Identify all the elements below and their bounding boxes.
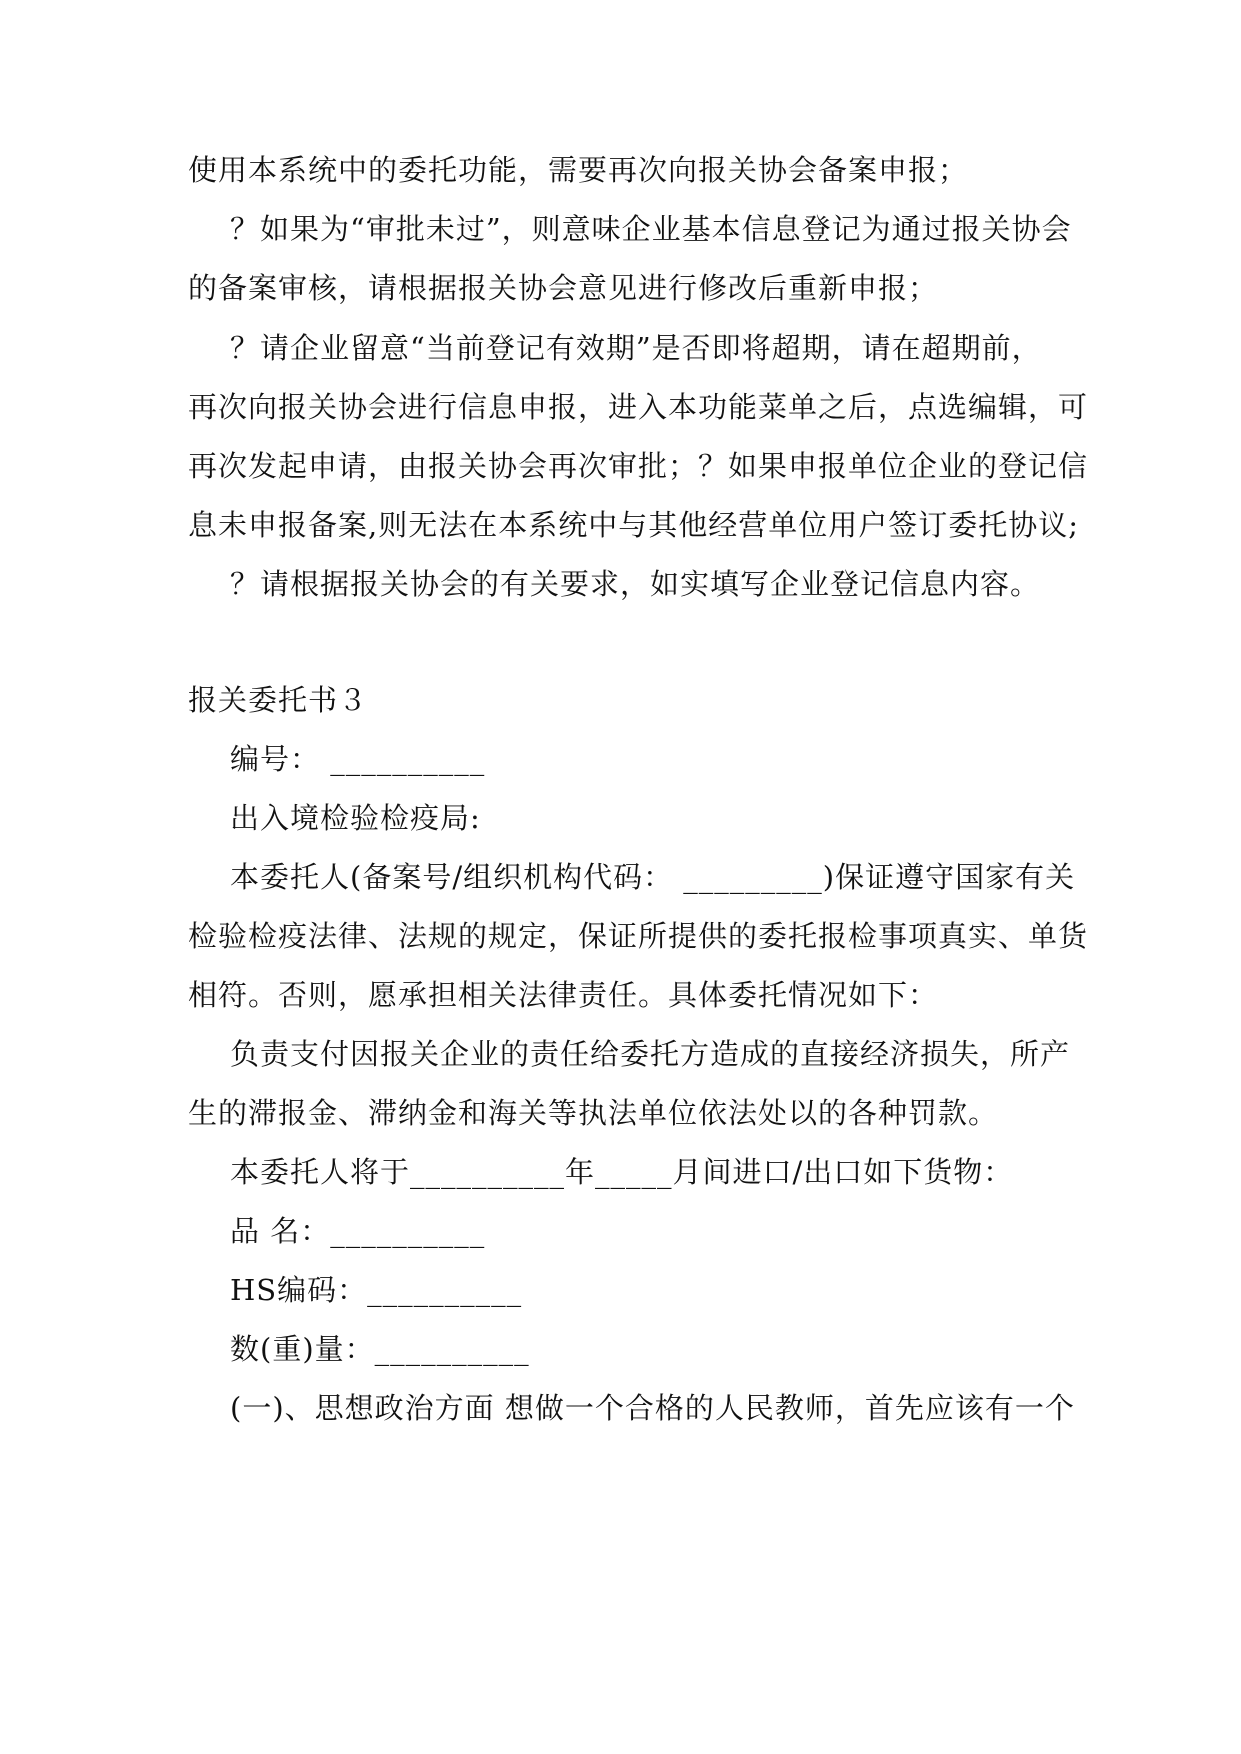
text-line-21: (一)、思想政治方面 想做一个合格的人民教师，首先应该有一个 [230,1391,1075,1425]
text-line-3: 的备案审核，请根据报关协会意见进行修改后重新申报； [188,271,939,305]
addressee: 出入境检验检疫局: [230,801,481,835]
text-line-7: 息未申报备案,则无法在本系统中与其他经营单位用户签订委托协议; [188,508,1079,542]
text-line-8: ？请根据报关协会的有关要求，如实填写企业登记信息内容。 [230,567,1041,601]
text-line-16: 生的滞报金、滞纳金和海关等执法单位依法处以的各种罚款。 [188,1096,999,1130]
number-field: 编号： __________ [230,742,486,776]
text-line-1: 使用本系统中的委托功能，需要再次向报关协会备案申报； [188,153,969,187]
text-line-15: 负责支付因报关企业的责任给委托方造成的直接经济损失，所产 [230,1037,1071,1071]
hs-code-field: HS编码：__________ [230,1273,523,1307]
text-line-6: 再次发起申请，由报关协会再次审批；？如果申报单位企业的登记信 [188,449,1089,483]
text-line-13: 检验检疫法律、法规的规定，保证所提供的委托报检事项真实、单货 [188,919,1089,953]
text-line-14: 相符。否则，愿承担相关法律责任。具体委托情况如下： [188,978,939,1012]
text-line-4: ？请企业留意“当前登记有效期”是否即将超期，请在超期前， [230,331,1042,365]
text-line-12: 本委托人(备案号/组织机构代码： _________)保证遵守国家有关 [230,860,1076,894]
text-line-17: 本委托人将于__________年_____月间进口/出口如下货物： [230,1155,1014,1189]
text-line-5: 再次向报关协会进行信息申报，进入本功能菜单之后，点选编辑，可 [188,390,1089,424]
product-name-field: 品 名：__________ [230,1214,486,1248]
text-line-2: ？如果为“审批未过”，则意味企业基本信息登记为通过报关协会 [230,212,1072,246]
section-title: 报关委托书３ [188,683,369,717]
quantity-field: 数(重)量：__________ [230,1332,530,1366]
